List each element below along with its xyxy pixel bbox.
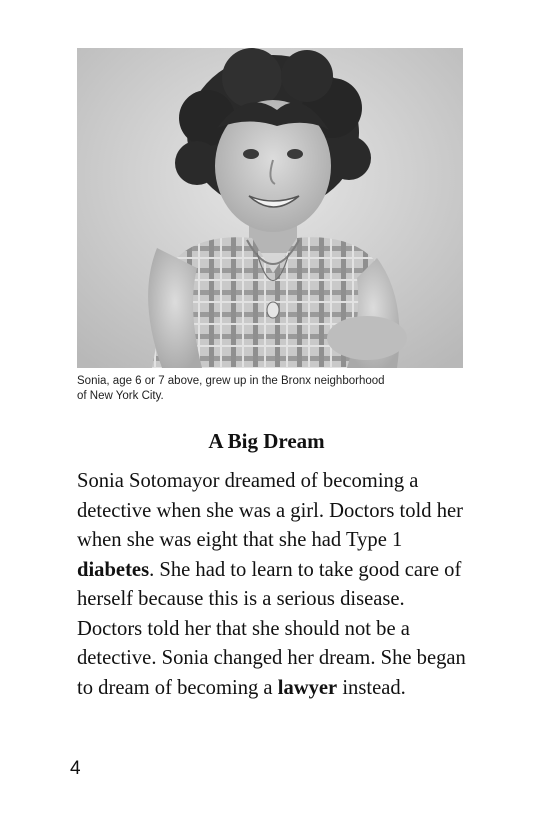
glossary-term-lawyer: lawyer [277, 676, 338, 699]
paragraph-text-1: Sonia Sotomayor dreamed of becoming a detective when she was a girl. Doctors told her when she was eight that she had Type 1 [77, 470, 464, 551]
paragraph-text-2: . She had to learn to take good care of herself because this is a serious disease. Doctors told her that she should not be a detective. Sonia changed her dream. She began to dream of becoming a [77, 558, 466, 699]
page-number: 4 [70, 758, 81, 779]
glossary-term-diabetes: diabetes [77, 558, 150, 581]
portrait-photo [77, 48, 463, 368]
photo-caption [77, 374, 407, 404]
caption-line-1: Sonia, age 6 or 7 above, grew up in the Bronx neighborhood [77, 375, 385, 387]
paragraph-text-3: instead. [337, 676, 406, 699]
portrait-illustration [77, 48, 463, 368]
body-paragraph [77, 467, 467, 703]
section-heading: A Big Dream [208, 429, 325, 453]
caption-line-2: of New York City. [77, 390, 164, 402]
